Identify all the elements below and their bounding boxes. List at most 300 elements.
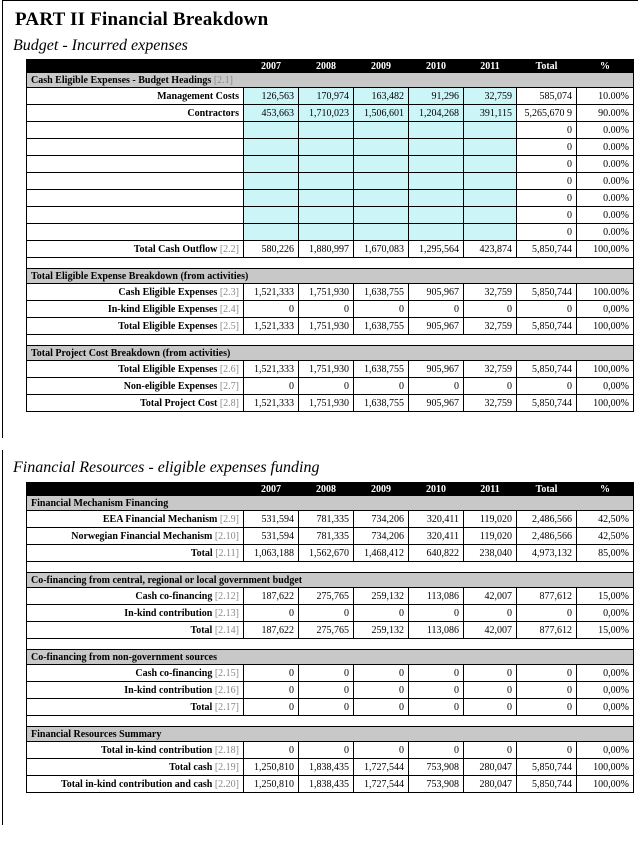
value-cell: 1,521,333 [244,284,299,301]
value-cell: 259,132 [354,588,409,605]
value-cell: 0 [517,173,577,190]
value-cell: 113,086 [409,622,464,639]
row-label: Total [190,701,213,713]
budget-input-cell[interactable] [299,224,354,241]
budget-input-cell[interactable] [354,190,409,207]
table-row [27,605,634,622]
resources-subtitle: Financial Resources - eligible expenses funding [13,459,320,476]
value-cell: 0 [517,224,577,241]
value-cell: 0 [299,301,354,318]
table-row [27,699,634,716]
row-label-cell [27,361,244,378]
value-cell: 32,759 [464,284,517,301]
value-cell: 0 [354,665,409,682]
value-cell: 100,00% [577,395,634,412]
budget-input-cell[interactable] [464,190,517,207]
value-cell: 0 [299,682,354,699]
value-cell: 877,612 [517,588,577,605]
table-row [27,190,634,207]
column-header [27,483,244,496]
value-cell: 0 [299,378,354,395]
table-row [27,301,634,318]
value-cell: 0.00% [577,122,634,139]
value-cell: 5,850,744 [517,284,577,301]
row-ref: [2.12] [214,590,239,602]
value-cell: 187,622 [244,588,299,605]
row-ref: [2.11] [215,547,239,559]
table-row [27,207,634,224]
value-cell: 42,007 [464,622,517,639]
row-ref: [2.2] [219,243,239,255]
value-cell: 1,727,544 [354,776,409,793]
column-header: % [577,60,634,73]
row-ref: [2.7] [219,380,239,392]
row-label-cell [27,207,244,224]
row-label-cell [27,605,244,622]
budget-input-cell[interactable] [244,190,299,207]
value-cell: 0 [244,665,299,682]
column-header: 2010 [409,483,464,496]
value-cell: 905,967 [409,318,464,335]
section-title: Co-financing from non-government sources [31,651,218,663]
value-cell: 1,638,755 [354,361,409,378]
value-cell: 0 [244,699,299,716]
section-ref: [2.1] [213,74,233,86]
value-cell: 32,759 [464,361,517,378]
value-cell: 585,074 [517,88,577,105]
budget-input-cell[interactable] [299,156,354,173]
column-header: Total [517,60,577,73]
value-cell: 113,086 [409,588,464,605]
row-label: Norwegian Financial Mechanism [71,530,213,542]
column-header: 2007 [244,60,299,73]
value-cell: 0 [244,378,299,395]
row-ref: [2.18] [214,744,239,756]
value-cell: 100,00% [577,241,634,258]
value-cell: 0 [354,605,409,622]
budget-input-cell[interactable] [409,173,464,190]
budget-input-cell[interactable] [354,173,409,190]
value-cell: 187,622 [244,622,299,639]
value-cell: 781,335 [299,528,354,545]
budget-input-cell[interactable] [299,173,354,190]
column-header: 2007 [244,483,299,496]
value-cell: 0 [464,301,517,318]
value-cell: 1,638,755 [354,284,409,301]
column-header: Total [517,483,577,496]
value-cell: 423,874 [464,241,517,258]
section-spacer [27,258,634,269]
budget-input-cell[interactable] [244,173,299,190]
row-label-cell [27,88,244,105]
header-row [27,60,634,73]
value-cell: 320,411 [409,511,464,528]
budget-input-cell[interactable] [244,139,299,156]
value-cell: 0 [244,682,299,699]
column-header: 2008 [299,483,354,496]
table-row [27,361,634,378]
row-ref: [2.10] [214,530,239,542]
resources-panel [2,450,638,825]
table-row [27,105,634,122]
row-label: Total [190,624,213,636]
value-cell: 0.00% [577,224,634,241]
budget-input-cell[interactable]: 163,482 [354,88,409,105]
row-label-cell [27,122,244,139]
value-cell: 0 [517,122,577,139]
row-label-cell [27,224,244,241]
table-row [27,545,634,562]
table-row [27,318,634,335]
value-cell: 100,00% [577,759,634,776]
value-cell: 2,486,566 [517,528,577,545]
table-row [27,241,634,258]
budget-input-cell[interactable] [354,207,409,224]
value-cell: 0 [409,742,464,759]
value-cell: 119,020 [464,528,517,545]
row-label-cell [27,682,244,699]
value-cell: 5,850,744 [517,241,577,258]
value-cell: 42,50% [577,528,634,545]
value-cell: 100,00% [577,318,634,335]
value-cell: 0 [517,605,577,622]
value-cell: 734,206 [354,528,409,545]
row-label-cell [27,190,244,207]
row-label: Total in-kind contribution and cash [60,778,213,790]
table-row [27,224,634,241]
section-spacer [27,639,634,650]
value-cell: 0.00% [577,139,634,156]
row-label-cell [27,156,244,173]
budget-input-cell[interactable] [464,156,517,173]
value-cell: 1,063,188 [244,545,299,562]
value-cell: 1,751,930 [299,361,354,378]
value-cell: 0 [409,301,464,318]
budget-input-cell[interactable] [299,190,354,207]
section-header [27,573,634,588]
value-cell: 1,751,930 [299,395,354,412]
value-cell: 1,521,333 [244,395,299,412]
section-header [27,73,634,88]
table-row [27,88,634,105]
value-cell: 280,047 [464,776,517,793]
budget-panel [2,0,638,438]
value-cell: 0 [354,742,409,759]
budget-input-cell[interactable]: 1,506,601 [354,105,409,122]
row-label-cell [27,395,244,412]
value-cell: 0 [299,699,354,716]
budget-input-cell[interactable] [244,207,299,224]
value-cell: 0 [409,682,464,699]
value-cell: 0,00% [577,699,634,716]
table-row [27,173,634,190]
budget-input-cell[interactable]: 91,296 [409,88,464,105]
value-cell: 0 [244,742,299,759]
budget-input-cell[interactable]: 32,759 [464,88,517,105]
row-label: Management Costs [157,90,239,102]
section-title: Co-financing from central, regional or local government budget [31,574,303,586]
budget-input-cell[interactable] [299,139,354,156]
row-label-cell [27,776,244,793]
table-row [27,156,634,173]
table-row [27,759,634,776]
budget-table [26,59,634,412]
value-cell: 0 [299,665,354,682]
value-cell: 119,020 [464,511,517,528]
value-cell: 1,751,930 [299,318,354,335]
table-row [27,742,634,759]
value-cell: 0 [409,605,464,622]
row-ref: [2.14] [214,624,239,636]
row-label-cell [27,139,244,156]
value-cell: 753,908 [409,776,464,793]
value-cell: 1,638,755 [354,318,409,335]
budget-input-cell[interactable]: 1,204,268 [409,105,464,122]
value-cell: 0 [244,605,299,622]
value-cell: 0 [354,301,409,318]
row-label: Total Eligible Expenses [118,363,218,375]
budget-input-cell[interactable] [464,173,517,190]
value-cell: 0 [464,699,517,716]
row-label-cell [27,301,244,318]
value-cell: 0 [517,301,577,318]
budget-input-cell[interactable] [409,224,464,241]
row-label: Total [190,547,213,559]
value-cell: 0 [517,699,577,716]
row-label: Cash co-financing [135,590,213,602]
table-row [27,682,634,699]
value-cell: 905,967 [409,395,464,412]
value-cell: 1,727,544 [354,759,409,776]
table-row [27,284,634,301]
row-label: EEA Financial Mechanism [102,513,218,525]
row-label: Total in-kind contribution [100,744,213,756]
value-cell: 275,765 [299,588,354,605]
row-label: Cash Eligible Expenses [118,286,218,298]
value-cell: 320,411 [409,528,464,545]
section-title: Cash Eligible Expenses - Budget Headings [31,74,212,86]
value-cell: 1,751,930 [299,284,354,301]
row-label-cell [27,665,244,682]
budget-input-cell[interactable] [354,122,409,139]
value-cell: 753,908 [409,759,464,776]
budget-input-cell[interactable] [244,224,299,241]
row-label-cell [27,378,244,395]
budget-input-cell[interactable] [354,156,409,173]
value-cell: 0 [299,742,354,759]
value-cell: 0.00% [577,173,634,190]
page-title: PART II Financial Breakdown [15,9,269,30]
value-cell: 0 [354,682,409,699]
resources-table [26,482,634,793]
value-cell: 1,838,435 [299,759,354,776]
row-label: Total Eligible Expenses [118,320,218,332]
value-cell: 531,594 [244,528,299,545]
value-cell: 15,00% [577,622,634,639]
row-ref: [2.3] [219,286,239,298]
budget-input-cell[interactable]: 391,115 [464,105,517,122]
row-label: Contractors [187,107,239,119]
budget-input-cell[interactable] [244,122,299,139]
value-cell: 100.00% [577,284,634,301]
value-cell: 0 [409,378,464,395]
value-cell: 0 [409,665,464,682]
table-row [27,122,634,139]
row-ref: [2.17] [214,701,239,713]
value-cell: 10.00% [577,88,634,105]
value-cell: 5,850,744 [517,776,577,793]
table-row [27,378,634,395]
value-cell: 0.00% [577,156,634,173]
value-cell: 0,00% [577,742,634,759]
budget-input-cell[interactable] [464,139,517,156]
column-header: 2011 [464,483,517,496]
value-cell: 734,206 [354,511,409,528]
value-cell: 2,486,566 [517,511,577,528]
section-header [27,269,634,284]
value-cell: 42,007 [464,588,517,605]
value-cell: 0 [299,605,354,622]
value-cell: 0,00% [577,605,634,622]
row-label-cell [27,284,244,301]
row-label-cell [27,511,244,528]
row-label: In-kind Eligible Expenses [107,303,218,315]
column-header: % [577,483,634,496]
budget-input-cell[interactable] [354,224,409,241]
value-cell: 85,00% [577,545,634,562]
value-cell: 0,00% [577,378,634,395]
table-row [27,395,634,412]
row-label-cell [27,173,244,190]
value-cell: 100,00% [577,776,634,793]
row-label: Non-eligible Expenses [123,380,218,392]
value-cell: 0.00% [577,207,634,224]
column-header: 2009 [354,60,409,73]
budget-input-cell[interactable] [354,139,409,156]
budget-input-cell[interactable] [244,156,299,173]
value-cell: 0 [464,682,517,699]
row-label-cell [27,241,244,258]
value-cell: 0 [464,665,517,682]
header-row [27,483,634,496]
row-ref: [2.4] [219,303,239,315]
value-cell: 42,50% [577,511,634,528]
value-cell: 1,468,412 [354,545,409,562]
value-cell: 905,967 [409,284,464,301]
value-cell: 5,850,744 [517,361,577,378]
row-label-cell [27,105,244,122]
value-cell: 1,521,333 [244,361,299,378]
budget-input-cell[interactable] [409,207,464,224]
section-header [27,650,634,665]
value-cell: 0 [409,699,464,716]
budget-input-cell[interactable]: 170,974 [299,88,354,105]
value-cell: 1,521,333 [244,318,299,335]
budget-input-cell[interactable] [464,207,517,224]
value-cell: 280,047 [464,759,517,776]
value-cell: 0,00% [577,301,634,318]
row-label: Total Cash Outflow [133,243,218,255]
value-cell: 238,040 [464,545,517,562]
value-cell: 0 [354,699,409,716]
value-cell: 0 [517,378,577,395]
budget-input-cell[interactable] [464,224,517,241]
budget-input-cell[interactable] [299,122,354,139]
row-label: Cash co-financing [135,667,213,679]
row-label-cell [27,318,244,335]
value-cell: 640,822 [409,545,464,562]
budget-input-cell[interactable] [409,190,464,207]
row-ref: [2.6] [219,363,239,375]
value-cell: 877,612 [517,622,577,639]
table-row [27,139,634,156]
table-row [27,665,634,682]
value-cell: 0 [464,605,517,622]
table-row [27,528,634,545]
section-spacer [27,335,634,346]
row-ref: [2.15] [214,667,239,679]
value-cell: 0 [517,139,577,156]
budget-input-cell[interactable] [464,122,517,139]
value-cell: 32,759 [464,395,517,412]
row-ref: [2.9] [219,513,239,525]
budget-input-cell[interactable]: 453,663 [244,105,299,122]
row-label-cell [27,622,244,639]
table-row [27,622,634,639]
row-label-cell [27,528,244,545]
table-row [27,511,634,528]
row-label: In-kind contribution [124,607,213,619]
value-cell: 0 [517,665,577,682]
section-spacer [27,716,634,727]
column-header [27,60,244,73]
budget-input-cell[interactable] [299,207,354,224]
value-cell: 5,265,670 9 [517,105,577,122]
row-label-cell [27,759,244,776]
row-label-cell [27,545,244,562]
value-cell: 0 [464,742,517,759]
value-cell: 0 [517,207,577,224]
table-row [27,776,634,793]
value-cell: 259,132 [354,622,409,639]
row-ref: [2.13] [214,607,239,619]
value-cell: 100,00% [577,361,634,378]
value-cell: 1,295,564 [409,241,464,258]
value-cell: 0,00% [577,682,634,699]
value-cell: 1,670,083 [354,241,409,258]
row-ref: [2.19] [214,761,239,773]
value-cell: 5,850,744 [517,395,577,412]
budget-input-cell[interactable]: 1,710,023 [299,105,354,122]
column-header: 2011 [464,60,517,73]
value-cell: 0 [517,682,577,699]
section-title: Financial Resources Summary [31,728,162,740]
value-cell: 1,250,810 [244,776,299,793]
value-cell: 0 [244,301,299,318]
row-label-cell [27,742,244,759]
value-cell: 5,850,744 [517,759,577,776]
row-ref: [2.20] [214,778,239,790]
budget-input-cell[interactable] [409,139,464,156]
budget-input-cell[interactable]: 126,563 [244,88,299,105]
budget-input-cell[interactable] [409,156,464,173]
value-cell: 905,967 [409,361,464,378]
budget-input-cell[interactable] [409,122,464,139]
row-label: Total Project Cost [140,397,218,409]
value-cell: 0,00% [577,665,634,682]
value-cell: 1,250,810 [244,759,299,776]
value-cell: 1,638,755 [354,395,409,412]
